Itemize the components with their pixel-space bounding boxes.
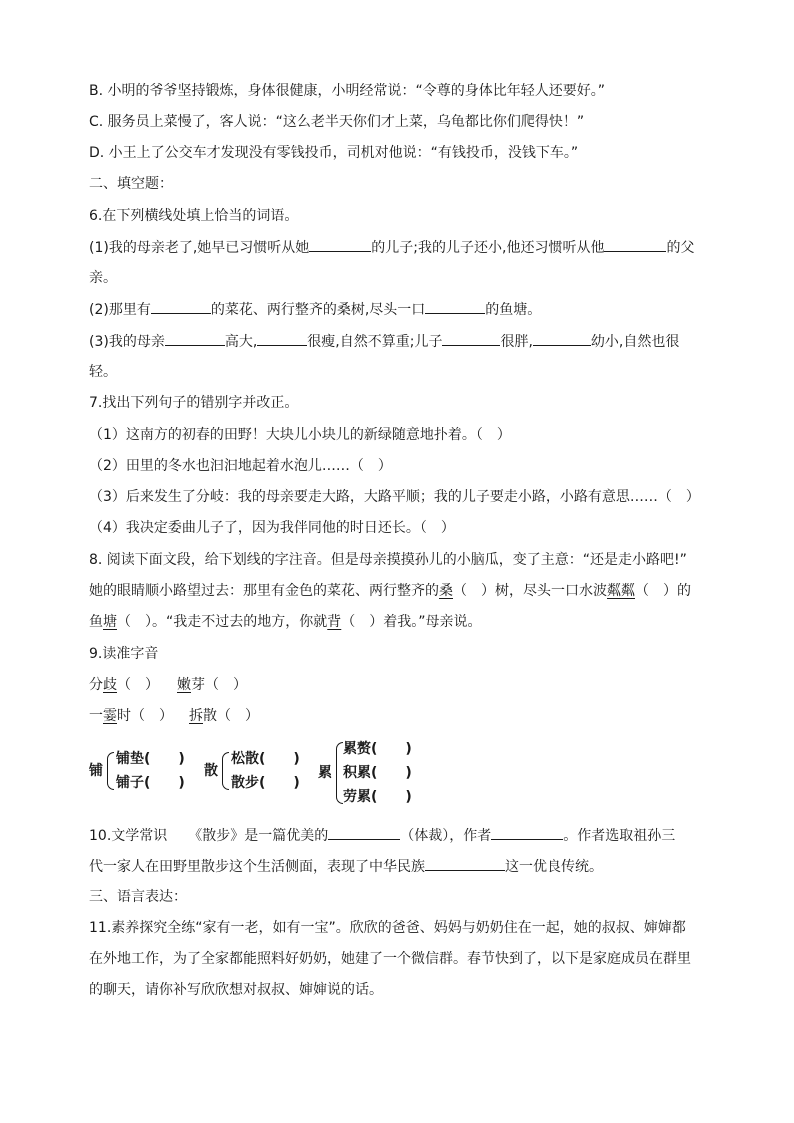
polyphone-group-san — [204, 748, 314, 792]
group-item: 积累( ) — [343, 765, 412, 781]
group-item: 累赘( ) — [343, 741, 412, 757]
text: (2)那里有 — [89, 302, 151, 318]
text: （ ） — [117, 677, 159, 693]
underlined-char: 背 — [327, 614, 342, 630]
group-item: 松散( ) — [231, 751, 300, 767]
underlined-char: 嫩 — [177, 677, 191, 693]
answer-blank[interactable] — [491, 825, 563, 840]
question-10-line-1 — [89, 825, 675, 846]
text: 芽（ ） — [191, 677, 247, 693]
group-head-char: 累 — [318, 765, 332, 781]
group-head-char: 铺 — [89, 763, 103, 779]
brace-icon — [107, 752, 114, 790]
text: 代一家人在田野里散步这个生活侧面，表现了中华民族 — [89, 859, 425, 875]
question-9-title: 9.读准字音 — [89, 646, 159, 662]
polyphone-group-pu — [89, 748, 199, 792]
polyphone-group-lei — [318, 738, 428, 806]
group-item: 散步( ) — [231, 775, 300, 791]
underlined-char: 拆 — [189, 708, 203, 724]
text: 高大, — [224, 334, 258, 350]
text: 很胖, — [500, 334, 533, 350]
answer-blank[interactable] — [425, 856, 505, 871]
text: 的菜花、两行整齐的桑树,尽头一口 — [210, 302, 426, 318]
question-6-title: 6.在下列横线处填上恰当的词语。 — [89, 208, 299, 224]
text: 她的眼睛顺小路望过去：那里有金色的菜花、两行整齐的 — [89, 583, 439, 599]
text: (3)我的母亲 — [89, 334, 165, 350]
underlined-char: 桑 — [439, 583, 453, 599]
question-9-row-1 — [89, 675, 247, 695]
section-heading-fill-in: 二、填空题： — [89, 176, 173, 192]
answer-blank[interactable] — [425, 299, 485, 314]
text: （ ）树，尽头一口水波 — [453, 583, 607, 599]
text: 一 — [89, 708, 103, 724]
answer-blank[interactable] — [165, 331, 225, 346]
text: 10.文学常识 《散步》是一篇优美的 — [89, 828, 329, 844]
question-8-line-3 — [89, 612, 482, 632]
section-heading-language: 三、语言表达： — [89, 889, 187, 905]
option-d: D. 小王上了公交车才发现没有零钱投币，司机对他说：“有钱投币，没钱下车。” — [89, 145, 579, 161]
answer-blank[interactable] — [328, 825, 400, 840]
text: 散（ ） — [203, 708, 259, 724]
question-6-line-2 — [89, 299, 541, 320]
question-7-item-3: （3）后来发生了分岐：我的母亲要走大路，大路平顺；我的儿子要走小路，小路有意思……（ ） — [89, 489, 700, 505]
question-8-line-1: 8. 阅读下面文段，给下划线的字注音。但是母亲摸摸孙儿的小脑瓜，变了主意：“还是走小路吧!” — [89, 552, 687, 568]
text: 的父 — [666, 240, 695, 256]
answer-blank[interactable] — [257, 331, 307, 346]
answer-blank[interactable] — [604, 237, 666, 252]
text: 很瘦,自然不算重;儿子 — [307, 334, 443, 350]
question-7-title: 7.找出下列句子的错别字并改正。 — [89, 395, 299, 411]
group-item: 铺子( ) — [116, 775, 185, 791]
text: （体裁），作者 — [400, 828, 492, 844]
group-item: 铺垫( ) — [116, 751, 185, 767]
brace-icon — [336, 742, 343, 804]
question-11-line-2: 在外地工作，为了全家都能照料好奶奶，她建了一个微信群。春节快到了，以下是家庭成员在群里 — [89, 951, 691, 967]
question-6-line-1 — [89, 237, 694, 258]
group-head-char: 散 — [204, 763, 218, 779]
text: （ ）着我。”母亲说。 — [341, 614, 482, 630]
answer-blank[interactable] — [309, 237, 371, 252]
text: 的儿子;我的儿子还小,他还习惯听从他 — [371, 240, 605, 256]
question-6-line-1-cont: 亲。 — [89, 270, 117, 286]
answer-blank[interactable] — [442, 331, 500, 346]
question-8-line-2 — [89, 581, 691, 601]
text: （ ）的 — [635, 583, 691, 599]
question-6-line-3 — [89, 331, 679, 352]
question-7-item-2: （2）田里的冬水也汩汩地起着水泡儿……（ ） — [89, 458, 392, 474]
text: 时（ ） — [117, 708, 173, 724]
answer-blank[interactable] — [533, 331, 591, 346]
question-9-row-2 — [89, 706, 259, 726]
underlined-char: 粼粼 — [607, 583, 635, 599]
text: 的鱼塘。 — [485, 302, 542, 318]
group-item: 劳累( ) — [343, 789, 412, 805]
text: 幼小,自然也很 — [590, 334, 680, 350]
question-7-item-4: （4）我决定委曲儿子了，因为我伴同他的时日还长。（ ） — [89, 520, 455, 536]
option-c: C. 服务员上菜慢了，客人说：“这么老半天你们才上菜，乌龟都比你们爬得快！” — [89, 114, 585, 130]
text: (1)我的母亲老了,她早已习惯听从她 — [89, 240, 310, 256]
question-11-line-1: 11.素养探究全练“家有一老，如有一宝”。欣欣的爸爸、妈妈与奶奶住在一起，她的叔叔、婶婶都 — [89, 920, 686, 936]
question-7-item-1: （1）这南方的初春的田野！大块儿小块儿的新绿随意地扑着。（ ） — [89, 427, 511, 443]
text: 分 — [89, 677, 103, 693]
underlined-char: 塘 — [103, 614, 117, 630]
question-11-line-3: 的聊天，请你补写欣欣想对叔叔、婶婶说的话。 — [89, 982, 383, 998]
text: 。作者选取祖孙三 — [563, 828, 676, 844]
question-10-line-2 — [89, 856, 603, 877]
text: 鱼 — [89, 614, 103, 630]
underlined-char: 霎 — [103, 708, 117, 724]
text: 这一优良传统。 — [505, 859, 603, 875]
question-6-line-3-cont: 轻。 — [89, 364, 117, 380]
answer-blank[interactable] — [151, 299, 211, 314]
brace-icon — [222, 752, 229, 790]
option-b: B. 小明的爷爷坚持锻炼，身体很健康，小明经常说：“令尊的身体比年轻人还要好。” — [89, 83, 606, 99]
text: （ ）。“我走不过去的地方，你就 — [117, 614, 328, 630]
underlined-char: 歧 — [103, 677, 117, 693]
